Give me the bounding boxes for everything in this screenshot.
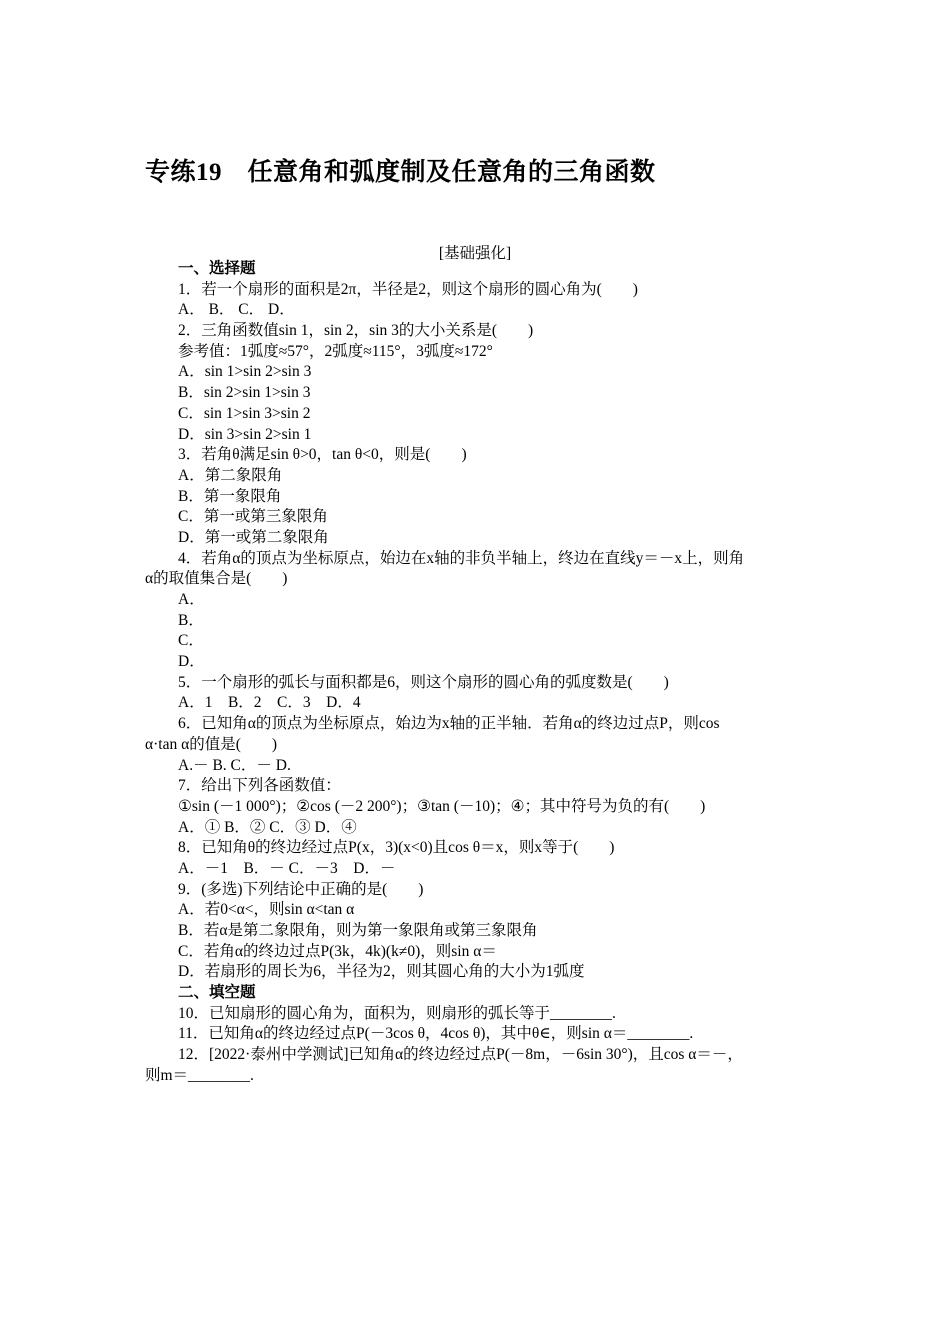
text-line: 5．一个扇形的弧长与面积都是6，则这个扇形的圆心角的弧度数是( ) [178,673,669,691]
text-line: D．若扇形的周长为6，半径为2，则其圆心角的大小为1弧度 [178,963,585,981]
text-line: A．1 B．2 C．3 D．4 [178,694,361,712]
text-line: A.－ B. C．－ D. [178,756,291,774]
text-line: 8．已知角θ的终边经过点P(x，3)(x<0)且cos θ＝x，则x等于( ) [178,839,615,857]
document-content [145,259,810,1087]
text-line: C．第一或第三象限角 [178,508,328,526]
text-line: A．① B．② C．③ D．④ [178,818,357,836]
text-line: D．sin 3>sin 2>sin 1 [178,425,312,443]
text-line: 10．已知扇形的圆心角为，面积为，则扇形的弧长等于________. [178,1004,616,1022]
text-line: A．第二象限角 [178,466,283,484]
text-line: 则m＝________. [145,1066,254,1084]
text-line: A．sin 1>sin 2>sin 3 [178,363,312,381]
text-line: C．sin 1>sin 3>sin 2 [178,404,311,422]
text-line: B．若α是第二象限角，则为第一象限角或第三象限角 [178,922,538,939]
text-line: 3．若角θ满足sin θ>0，tan θ<0，则是( ) [178,446,467,464]
section-heading: 一、选择题 [178,260,256,277]
page-title: 专练19 任意角和弧度制及任意角的三角函数 [145,159,656,186]
text-line: 2．三角函数值sin 1，sin 2，sin 3的大小关系是( ) [178,322,534,340]
section-heading: 二、填空题 [178,984,256,1002]
text-line: 参考值：1弧度≈57°，2弧度≈115°，3弧度≈172° [178,342,493,360]
text-line: A． B． C． D． [178,301,295,319]
text-line: ①sin (－1 000°)；②cos (－2 200°)；③tan (－10)；④；其中符号为负的有( ) [178,797,706,815]
text-line: 4．若角α的顶点为坐标原点，始边在x轴的非负半轴上，终边在直线y＝－x上，则角 [178,549,745,567]
text-line: A． [178,591,205,608]
text-line: D． [178,653,205,671]
section-subtitle: [基础强化] [438,245,512,262]
text-line: α·tan α的值是( ) [145,735,278,753]
text-line: A．－1 B．－ C．－3 D．－ [178,859,396,877]
text-line: 6．已知角α的顶点为坐标原点，始边为x轴的正半轴．若角α的终边过点P，则cos [178,715,720,733]
text-line: C．若角α的终边过点P(3k，4k)(k≠0)，则sin α＝ [178,942,497,960]
text-line: 7．给出下列各函数值： [178,777,341,795]
text-line: B．sin 2>sin 1>sin 3 [178,384,311,402]
text-line: α的取值集合是( ) [145,570,288,588]
text-line: A．若0<α<，则sin α<tan α [178,901,355,919]
text-line: D．第一或第二象限角 [178,528,329,546]
text-line: C． [178,632,204,650]
text-line: 9．(多选)下列结论中正确的是( ) [178,880,424,898]
text-line: 12．[2022·泰州中学测试]已知角α的终边经过点P(－8m，－6sin 30°)，且cos α＝－， [178,1046,743,1064]
text-line: B．第一象限角 [178,487,282,505]
text-line: B． [178,611,204,629]
text-line: 1．若一个扇形的面积是2π，半径是2，则这个扇形的圆心角为( ) [178,280,638,298]
text-line: 11．已知角α的终边经过点P(－3cos θ，4cos θ)，其中θ∈，则sin α＝________. [178,1025,694,1043]
